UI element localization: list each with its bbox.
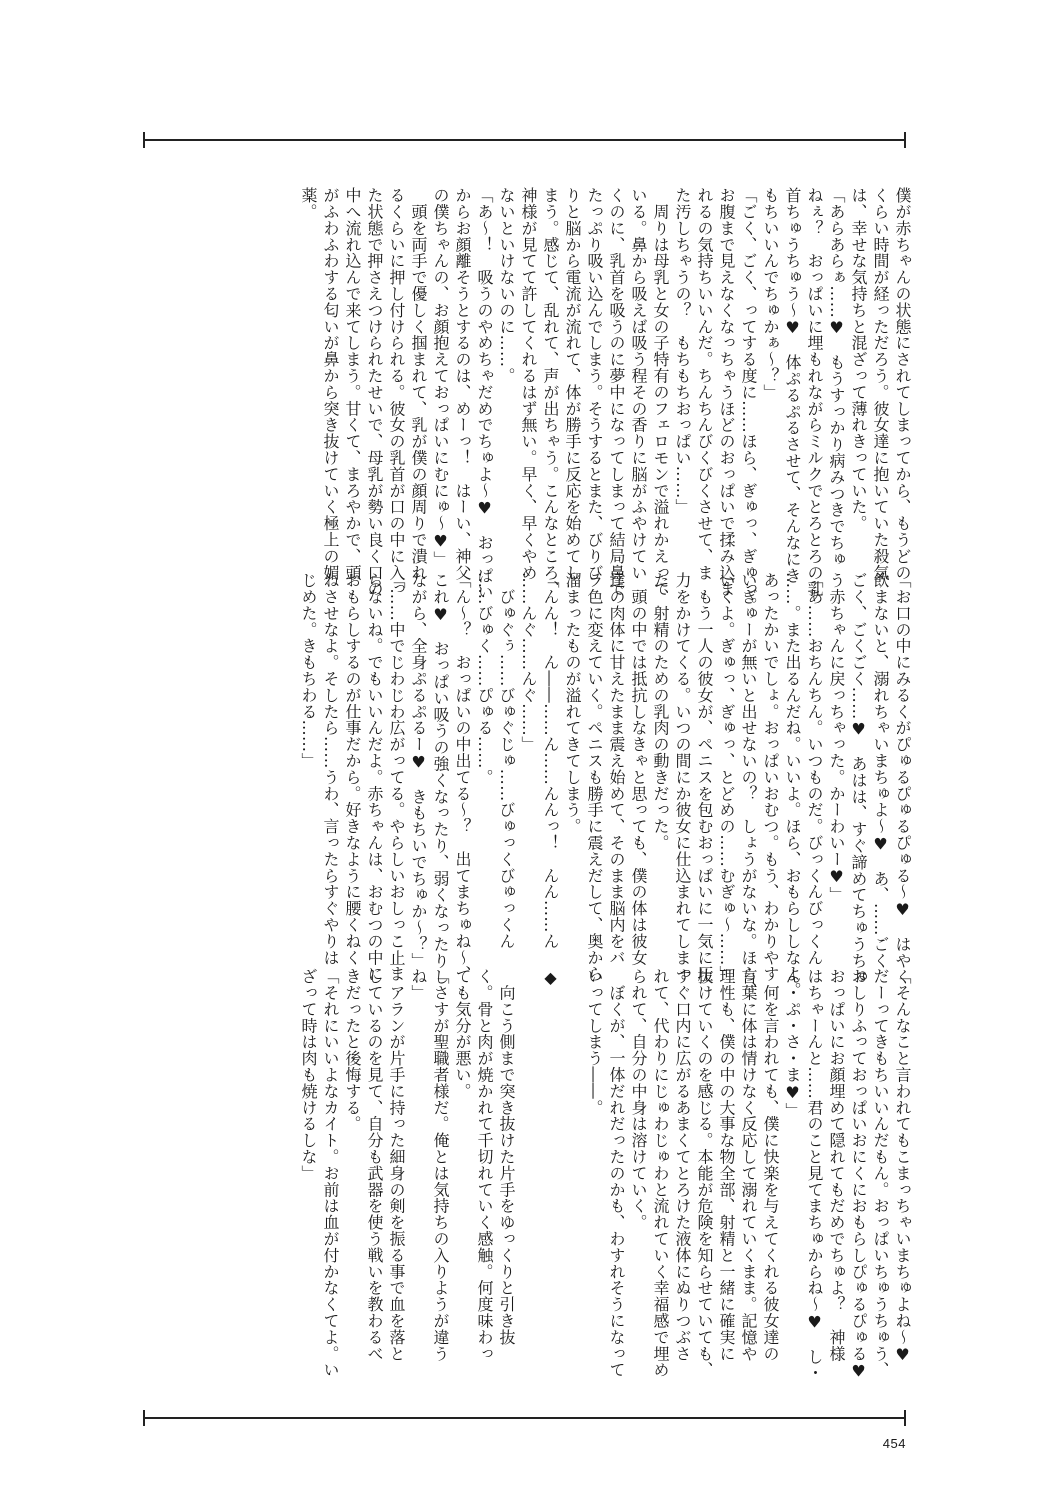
text-line: 言葉に体は情けなく反応して溺れていくまま。記憶や (739, 968, 758, 1362)
text-line: 首ちゅうちゅう〜♥ 体ぷるぷるさせて、そんなにき (783, 187, 802, 584)
text-line: く。骨と肉が焼かれて千切れていく感触。何度味わっ (475, 968, 494, 1362)
text-line: 溜まったものが溢れてきてしまう。 (563, 572, 582, 835)
text-line: りと脳から電流が流れて、体が勝手に反応を始めてし (563, 187, 582, 581)
text-line: おもらしするのが仕事だから。好きなように腰くねく (343, 572, 362, 966)
text-line: 「それにいいよなカイト。お前は血が付かなくてよ。い (321, 968, 340, 1378)
text-line: おっぱいにお顔埋めて隠れてもだめでちゅよ？ 神様 (827, 968, 846, 1362)
text-line: ん・ぷ・さ・ま♥」 (783, 968, 802, 1119)
text-line: 頭を両手で優しく掴まれて、乳が僕の顔周りで潰れ (409, 187, 428, 581)
text-line: れて、代わりにじゅわじゅわと流れていく幸福感で埋め (651, 968, 670, 1378)
text-line: 中へ流れ込んで来てしまう。甘くて、まろやかで、頭 (343, 187, 362, 581)
text-line: らないね。でもいいんだよ。赤ちゃんは、おむつの中に (365, 572, 384, 982)
text-line: ね」 (409, 968, 428, 1001)
text-line: 「さすが聖職者様だ。俺とは気持ちの入りようが違う (431, 968, 450, 1362)
text-line: 「あらあらぁ……♥ もうすっかり病みつきでちゅ (827, 187, 846, 568)
text-line: ねぇ？ おっぱいに埋もれながらミルクでとろとろの乳 (805, 187, 824, 597)
text-line: ぼくが、一体だれだったのかも、わすれそうになって (607, 968, 626, 1378)
text-line: う赤ちゃんに戻っちゃった。かーわいー♥」 (827, 572, 846, 903)
text-line: からお顔離そうとするのは、めーっ！ はーい、神父 (453, 187, 472, 581)
text-line: れるの気持ちいいんだ。ちんちんびくびくさせて、ま (695, 187, 714, 581)
text-line: びゅぐぅ……びゅぐじゅ……びゅっくびゅっくん (497, 572, 516, 950)
text-line: ながら、全身ぷるぷるー♥ きもちいでちゅか〜？」 (409, 572, 428, 969)
text-line: すぐ口内に広がるあまくてとろけた液体にぬりつぶさ (673, 968, 692, 1362)
text-line: アランが片手に持った細身の剣を振る事で血を落と (387, 968, 406, 1362)
text-line: ねさせなよ。そしたら……うわ、言ったらすぐやりは (321, 572, 340, 966)
text-line: た状態で押さえつけられたせいで、母乳が勢い良く口の (365, 187, 384, 597)
text-line: 達の肉体に甘えたまま震え始めて、そのまま脳内をバ (607, 572, 626, 966)
text-line: 「そんなこと言われてもこまっちゃいまちゅよね〜♥ (893, 968, 912, 1365)
text-line: あったかいでしょ。おっぱいおむつ。もう、わかりやす (761, 572, 780, 982)
text-line: た、射精のための乳肉の動きだった。 (651, 572, 670, 851)
page-number: 454 (882, 1436, 906, 1451)
text-line: 「ごく、ごく、ってする度に……ほら、ぎゅっ、ぎゅっ。 (739, 187, 758, 614)
text-line: おしりふっておっぱいおにくにおもらしぴゅるぴゅる♥ (849, 968, 868, 1381)
text-line: ざって時は肉も焼けるしな」 (299, 968, 318, 1182)
text-line: ……。また出るんだね。いいよ。ほら、おもらししなよ。 (783, 572, 802, 999)
text-line: 向こう側まで突き抜けた片手をゆっくりと引き抜 (497, 968, 516, 1346)
text-line: 理性も、僕の中の大事な物全部、射精と一緒に確実に (717, 968, 736, 1362)
text-line: 周りは母乳と女の子特有のフェロモンで溢れかえって (651, 187, 670, 597)
text-line: ラ色に変えていく。ペニスも勝手に震えだして、奥から (585, 572, 604, 982)
text-line: くのに、乳首を吸うのに夢中になってしまって結局鼻で (607, 187, 626, 597)
text-line: の僕ちゃんの、お顔抱えておっぱいにむにゅ〜♥」 (431, 187, 450, 568)
text-line: いる。鼻から吸えば吸う程その香りに脳がふやけてい (629, 187, 648, 581)
text-line: 飲まないと、溺れちゃいまちゅよ〜♥ あ、……ごく (871, 572, 890, 969)
text-line: 「……中でじわじわ広がってる。やらしいおしっこ止ま (387, 572, 406, 982)
text-line: じめた。きもちわる……」 (299, 572, 318, 769)
text-line: るくらいに押し付けられる。彼女の乳首が口の中に入っ (387, 187, 406, 597)
text-line: 頭の中では抵抗しなきゃと思っても、僕の体は彼女 (629, 572, 648, 966)
text-line: いくよ。ぎゅっ、ぎゅっ、とどめの……むぎゅ〜……」 (717, 572, 736, 982)
text-tier-top (143, 187, 913, 614)
text-line: ないといけないのに……。 (497, 187, 516, 384)
text-line: 抜けていくのを感じる。本能が危険を知らせていても、 (695, 968, 714, 1378)
text-line: た汚しちゃうの？ もちもちおっぱい……」 (673, 187, 692, 515)
text-tier-bottom (143, 968, 913, 1388)
text-line: いってしまう――。 (585, 968, 604, 1116)
text-line: 力をかけてくる。いつの間にか彼女に仕込まれてしまっ (673, 572, 692, 982)
text-line: 「んん！ ん――……ん……んんっ！ んん……ん (541, 572, 560, 950)
text-line: られて、自分の中身は溶けていく。 (629, 968, 648, 1231)
text-line: 「お口の中にみるくがぴゅるぴゅるぴゅる〜♥ はやく (893, 572, 912, 985)
text-line: 「ん〜？ おっぱいの中出てる〜？ 出てまちゅね〜、 (453, 572, 472, 982)
text-line: これ♥ おっぱい吸うの強くなったり、弱くなったりし (431, 572, 450, 985)
text-line: ◆ (541, 968, 560, 988)
top-rule (143, 139, 906, 141)
text-line: ても気分が悪い。 (453, 968, 472, 1100)
text-line (561, 968, 583, 990)
bottom-rule (143, 1417, 906, 1419)
text-line: 「あ〜！ 吸うのやめちゃだめでちゅよ〜♥ おっぱい (475, 187, 494, 600)
text-line: くらい時間が経っただろう。彼女達に抱いていた殺気 (871, 187, 890, 581)
text-line: ……びゅく……ぴゅる……。 (475, 572, 494, 786)
text-line: ……んぐ……んぐ……」 (519, 572, 538, 753)
text-line: いぎゅーが無いと出せないの？ しょうがないな。ほら、 (739, 572, 758, 999)
text-line: きだったと後悔する。 (343, 968, 362, 1132)
text-tier-middle (143, 572, 913, 999)
text-line: 何を言われても、僕に快楽を与えてくれる彼女達の (761, 968, 780, 1362)
text-line: たっぷり吸い込んでしまう。そうするとまた、びりび (585, 187, 604, 581)
text-line: しているのを見て、自分も武器を使う戦いを教わるべ (365, 968, 384, 1362)
text-line: 「あ……おちんちん。いつものだ。びっくんびっくん (805, 572, 824, 966)
text-line: 僕が赤ちゃんの状態にされてしまってから、もうどの (893, 187, 912, 581)
text-line: 神様が見てて許してくれるはず無い。早く、早くやめ (519, 187, 538, 581)
text-line: お腹まで見えなくなっちゃうほどのおっぱいで揉み込ま (717, 187, 736, 597)
text-line: もちいいんでちゅかぁ〜？」 (761, 187, 780, 401)
text-line: がふわふわする匂いが鼻から突き抜けていく極上の媚 (321, 187, 340, 581)
text-line: はちゃーんと……君のこと見てまちゅからね〜♥ し・ (805, 968, 824, 1381)
text-line (517, 968, 539, 990)
text-line: は、幸せな気持ちと混ざって薄れきっていた。 (849, 187, 868, 532)
text-line: もう一人の彼女が、ペニスを包むおっぱいに一気に圧 (695, 572, 714, 982)
text-line: ごく、ごくごく……♥ あはは、すぐ諦めてちゅうちゅ (849, 572, 868, 985)
text-line: だーってきもちいいんだもん。おっぱいちゅうちゅう、 (871, 968, 890, 1378)
text-line: まう。感じて、乱れて、声が出ちゃう。こんなところ、 (541, 187, 560, 597)
text-line: 薬。 (299, 187, 318, 220)
